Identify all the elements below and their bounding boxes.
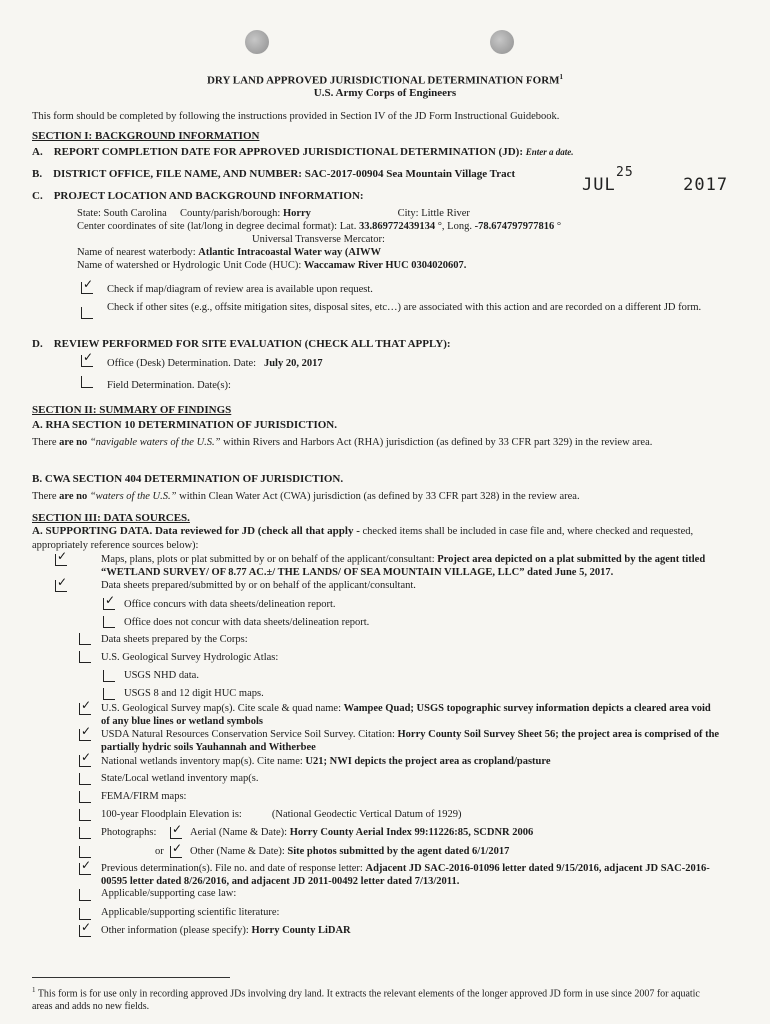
- punch-hole-left: [245, 30, 269, 54]
- utm-line: Universal Transverse Mercator:: [252, 234, 385, 245]
- usgs-huc-checkbox[interactable]: [103, 688, 115, 700]
- case-law-text: Applicable/supporting case law:: [101, 888, 237, 899]
- floodplain-text: 100-year Floodplain Elevation is: (National Geodectic Vertical Datum of 1929): [101, 809, 462, 820]
- office-concurs-checkbox[interactable]: ✓: [103, 598, 115, 610]
- scientific-literature-text: Applicable/supporting scientific literature:: [101, 907, 280, 918]
- or-label: or: [155, 846, 164, 857]
- waterbody-line: Name of nearest waterbody: Atlantic Intracoastal Water way (AIWW: [77, 247, 382, 258]
- previous-determination-text: Previous determination(s). File no. and date of response letter: Adjacent JD SAC-2016-01096 letter dated 9/15/2016, adjacent JD SAC-2016-00595 letter dated 8/26/2016, and adjacent JD 2011-00492 letter dated 7/13/2011.: [101, 863, 710, 888]
- office-not-concur-text: Office does not concur with data sheets/delineation report.: [124, 617, 370, 628]
- section2-a-heading: A. RHA SECTION 10 DETERMINATION OF JURISDICTION.: [32, 419, 337, 431]
- floodplain-checkbox[interactable]: [79, 809, 91, 821]
- photographs-label: Photographs:: [101, 827, 157, 838]
- section1-d: D. REVIEW PERFORMED FOR SITE EVALUATION (CHECK ALL THAT APPLY):: [32, 338, 451, 350]
- form-title: DRY LAND APPROVED JURISDICTIONAL DETERMINATION FORM$^1$: [206, 73, 564, 87]
- nwi-text: National wetlands inventory map(s). Cite name: U21; NWI depicts the project area as cropland/pasture: [101, 756, 551, 767]
- office-determination-line: Office (Desk) Determination. Date: July 20, 2017: [107, 358, 323, 369]
- completion-date-field[interactable]: Enter a date.: [525, 147, 574, 157]
- intro-text: This form should be completed by following the instructions provided in Section IV of the JD Form Instructional Guidebook.: [32, 111, 560, 122]
- state-local-checkbox[interactable]: [79, 773, 91, 785]
- received-date-stamp: JUL 25 2017: [582, 165, 729, 195]
- photographs-checkbox[interactable]: [79, 827, 91, 839]
- coordinates-line: Center coordinates of site (lat/long in degree decimal format): Lat. 33.869772439134 °, Long. -78.674797977816 °: [77, 221, 562, 232]
- office-not-concur-checkbox[interactable]: [103, 616, 115, 628]
- section1-b: B. DISTRICT OFFICE, FILE NAME, AND NUMBER: SAC-2017-00904 Sea Mountain Village Tract: [32, 168, 516, 180]
- section2-a-text: There are no “navigable waters of the U.S.” within Rivers and Harbors Act (RHA) jurisdiction (as defined by 33 CFR part 329) in the review area.: [32, 437, 653, 448]
- location-line: State: South Carolina County/parish/borough: Horry City: Little River: [77, 208, 470, 219]
- other-photos-text: Other (Name & Date): Site photos submitted by the agent dated 6/1/2017: [190, 846, 510, 857]
- aerial-text: Aerial (Name & Date): Horry County Aerial Index 99:11226:85, SCDNR 2006: [190, 827, 534, 838]
- other-sites-label: Check if other sites (e.g., offsite mitigation sites, disposal sites, etc…) are associated with this action and are recorded on a different JD form.: [107, 302, 702, 313]
- section3-heading: SECTION III: DATA SOURCES.: [32, 512, 190, 524]
- usgs-huc-text: USGS 8 and 12 digit HUC maps.: [124, 688, 264, 699]
- state-local-text: State/Local wetland inventory map(s.: [101, 773, 259, 784]
- usgs-map-checkbox[interactable]: ✓: [79, 703, 91, 715]
- map-available-checkbox[interactable]: ✓: [81, 282, 93, 294]
- datasheets-text: Data sheets prepared/submitted by or on behalf of the applicant/consultant.: [101, 580, 416, 591]
- usgs-atlas-checkbox[interactable]: [79, 651, 91, 663]
- other-photos-checkbox[interactable]: ✓: [170, 846, 182, 858]
- other-information-checkbox[interactable]: ✓: [79, 925, 91, 937]
- field-determination-line: Field Determination. Date(s):: [107, 380, 231, 391]
- fema-checkbox[interactable]: [79, 791, 91, 803]
- field-determination-checkbox[interactable]: [81, 376, 93, 388]
- map-available-label: Check if map/diagram of review area is available upon request.: [107, 284, 373, 295]
- office-determination-checkbox[interactable]: ✓: [81, 355, 93, 367]
- other-sites-checkbox[interactable]: [81, 307, 93, 319]
- datasheets-checkbox[interactable]: ✓: [55, 580, 67, 592]
- section3-a-heading: A. SUPPORTING DATA. Data reviewed for JD (check all that apply - checked items shall be included in case file and, where checked and requested, appropriately reference sources below):: [32, 525, 694, 551]
- corps-datasheets-checkbox[interactable]: [79, 633, 91, 645]
- form-subtitle: U.S. Army Corps of Engineers: [313, 87, 457, 99]
- footnote: $^1$ This form is for use only in recording approved JDs involving dry land. It extracts the relevant elements of the longer approved JD form in use since 2007 for aquatic areas and adds no new fields.: [32, 986, 700, 1012]
- usgs-atlas-text: U.S. Geological Survey Hydrologic Atlas:: [101, 652, 279, 663]
- fema-text: FEMA/FIRM maps:: [101, 791, 187, 802]
- footnote-rule: [32, 977, 230, 978]
- maps-checkbox[interactable]: ✓: [55, 554, 67, 566]
- section1-c: C. PROJECT LOCATION AND BACKGROUND INFORMATION:: [32, 190, 364, 202]
- scientific-literature-checkbox[interactable]: [79, 908, 91, 920]
- office-concurs-text: Office concurs with data sheets/delineation report.: [124, 599, 336, 610]
- usda-checkbox[interactable]: ✓: [79, 729, 91, 741]
- usgs-nhd-text: USGS NHD data.: [124, 670, 199, 681]
- previous-determination-checkbox[interactable]: ✓: [79, 863, 91, 875]
- other-information-text: Other information (please specify): Horry County LiDAR: [101, 925, 351, 936]
- section2-heading: SECTION II: SUMMARY OF FINDINGS: [32, 404, 232, 416]
- nwi-checkbox[interactable]: ✓: [79, 755, 91, 767]
- section1-heading: SECTION I: BACKGROUND INFORMATION: [32, 130, 260, 142]
- section1-a: A. REPORT COMPLETION DATE FOR APPROVED JURISDICTIONAL DETERMINATION (JD): Enter a date.: [32, 146, 574, 158]
- usda-text: USDA Natural Resources Conservation Service Soil Survey. Citation: Horry County Soil Survey Sheet 56; the project area is comprised of the partially hydric soils Yauhannah and Witherbee: [101, 729, 720, 754]
- usgs-nhd-checkbox[interactable]: [103, 670, 115, 682]
- maps-text: Maps, plans, plots or plat submitted by or on behalf of the applicant/consultant: Project area depicted on a plat submitted by the agent titled “WETLAND SURVEY/ OF 8.77 AC.±/ THE LANDS/ OF SEA MOUNTAIN VILLAGE, LLC” dated June 5, 2017.: [101, 554, 706, 579]
- usgs-map-text: U.S. Geological Survey map(s). Cite scale & quad name: Wampee Quad; USGS topographic survey information depicts a cleared area void of any blue lines or wetland symbols: [101, 703, 711, 728]
- corps-datasheets-text: Data sheets prepared by the Corps:: [101, 634, 248, 645]
- section2-b-text: There are no “waters of the U.S.” within Clean Water Act (CWA) jurisdiction (as defined by 33 CFR part 328) in the review area.: [32, 491, 580, 502]
- case-law-checkbox[interactable]: [79, 889, 91, 901]
- photographs-or-checkbox[interactable]: [79, 846, 91, 858]
- aerial-checkbox[interactable]: ✓: [170, 827, 182, 839]
- punch-hole-right: [490, 30, 514, 54]
- watershed-line: Name of watershed or Hydrologic Unit Code (HUC): Waccamaw River HUC 0304020607.: [77, 260, 467, 271]
- section2-b-heading: B. CWA SECTION 404 DETERMINATION OF JURISDICTION.: [32, 473, 344, 485]
